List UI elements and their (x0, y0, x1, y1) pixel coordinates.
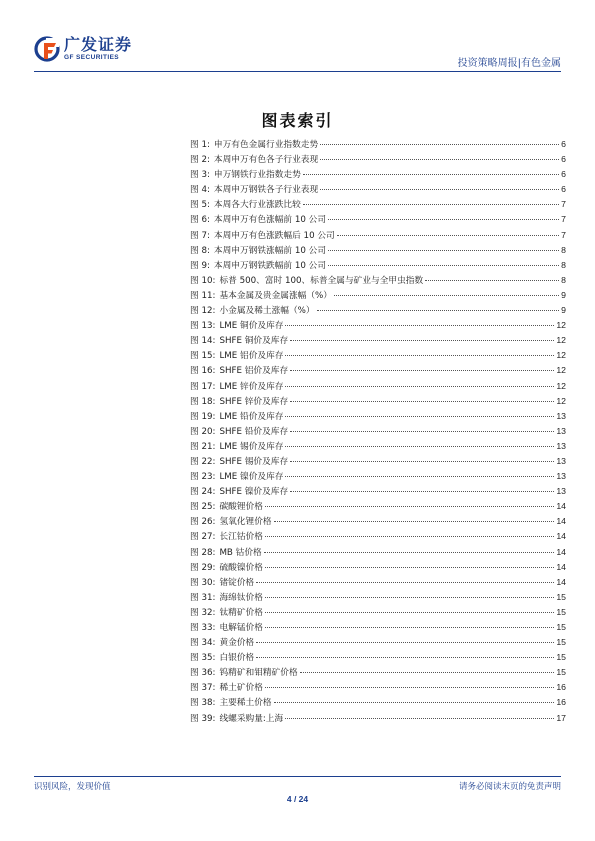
toc-figure-number: 图 31: (190, 592, 216, 603)
toc-dot-leader (265, 536, 554, 537)
toc-dot-leader (425, 280, 559, 281)
toc-page-number: 6 (561, 184, 566, 195)
toc-dot-leader (300, 672, 555, 673)
toc-entry[interactable] (190, 591, 566, 606)
toc-dot-leader (285, 416, 554, 417)
toc-page-number: 12 (556, 335, 566, 346)
toc-figure-number: 图 7: (190, 230, 210, 241)
toc-entry[interactable] (190, 349, 566, 364)
toc-entry[interactable] (190, 576, 566, 591)
toc-figure-caption: 硫酸镍价格 (219, 562, 263, 573)
toc-page-number: 15 (556, 622, 566, 632)
toc-page-number: 12 (556, 380, 566, 391)
toc-dot-leader (290, 491, 554, 492)
toc-figure-number: 图 22: (190, 456, 216, 467)
toc-figure-caption: 本周申万有色涨跌幅后 10 公司 (213, 230, 335, 241)
toc-figure-number: 图 33: (190, 623, 216, 633)
toc-figure-caption: 申万钢铁行业指数走势 (213, 170, 301, 181)
toc-entry[interactable] (190, 470, 566, 485)
toc-entry[interactable] (190, 425, 566, 440)
toc-figure-number: 图 4: (190, 185, 210, 196)
toc-dot-leader (290, 401, 554, 402)
toc-figure-caption: 本周申万钢铁涨幅前 10 公司 (213, 245, 327, 256)
toc-entry[interactable] (190, 304, 566, 319)
toc-entry[interactable] (190, 515, 566, 530)
toc-figure-caption: 线螺采购量:上海 (219, 713, 284, 724)
toc-dot-leader (320, 159, 559, 160)
toc-page-number: 15 (556, 667, 566, 678)
toc-figure-caption: 申万有色金属行业指数走势 (213, 140, 319, 150)
toc-page-number: 13 (556, 425, 566, 436)
toc-figure-number: 图 12: (190, 306, 216, 317)
toc-page-number: 15 (556, 606, 566, 617)
logo-chinese-name: 广发证券 (64, 35, 133, 54)
toc-page-number: 14 (556, 516, 566, 527)
toc-figure-caption: 锗锭价格 (219, 577, 255, 588)
toc-page-number: 8 (561, 259, 566, 270)
toc-dot-leader (265, 567, 554, 568)
toc-figure-number: 图 11: (190, 290, 216, 301)
page-number: 4 / 24 (286, 794, 309, 804)
toc-figure-caption: 本周申万有色涨幅前 10 公司 (213, 215, 327, 226)
gf-logo-icon (34, 36, 60, 62)
toc-figure-number: 图 9: (190, 260, 210, 271)
toc-page-number: 14 (556, 546, 566, 557)
toc-dot-leader (290, 431, 554, 432)
toc-figure-number: 图 28: (190, 547, 216, 558)
toc-page-number: 13 (556, 410, 566, 421)
toc-dot-leader (285, 386, 554, 387)
toc-dot-leader (285, 476, 554, 477)
toc-figure-number: 图 37: (190, 683, 216, 694)
toc-dot-leader (290, 370, 554, 371)
report-type-label: 投资策略周报|有色金属 (457, 58, 561, 69)
toc-entry[interactable] (190, 681, 566, 696)
toc-figure-caption: 黄金价格 (219, 638, 255, 649)
toc-page-number: 13 (556, 455, 566, 466)
toc-figure-number: 图 36: (190, 668, 216, 679)
toc-entry[interactable] (190, 410, 566, 425)
toc-dot-leader (337, 235, 559, 236)
toc-entry[interactable] (190, 198, 566, 213)
toc-dot-leader (290, 461, 554, 462)
toc-figure-number: 图 24: (190, 487, 216, 498)
toc-dot-leader (328, 219, 559, 220)
header-divider (34, 71, 561, 72)
toc-dot-leader (290, 340, 554, 341)
toc-figure-caption: 主要稀土价格 (219, 698, 272, 709)
toc-page-number: 14 (556, 501, 566, 512)
toc-entry[interactable] (190, 229, 566, 244)
toc-entry[interactable] (190, 696, 566, 711)
toc-entry[interactable] (190, 636, 566, 651)
toc-entry[interactable] (190, 712, 566, 727)
toc-page-number: 7 (561, 229, 566, 240)
toc-figure-number: 图 15: (190, 351, 216, 362)
toc-page-number: 12 (556, 350, 566, 361)
toc-figure-number: 图 2: (190, 155, 210, 166)
toc-figure-caption: MB 钴价格 (219, 547, 262, 558)
toc-entry[interactable] (190, 621, 566, 636)
toc-dot-leader (285, 325, 554, 326)
toc-page-number: 16 (556, 697, 566, 708)
toc-entry[interactable] (190, 395, 566, 410)
toc-figure-caption: 电解锰价格 (219, 623, 263, 633)
toc-dot-leader (328, 250, 559, 251)
toc-dot-leader (274, 702, 555, 703)
toc-entry[interactable] (190, 213, 566, 228)
toc-page-number: 12 (556, 320, 566, 331)
toc-page-number: 8 (561, 244, 566, 255)
toc-dot-leader (334, 295, 559, 296)
toc-figure-caption: 本周申万有色各子行业表现 (213, 155, 319, 166)
toc-figure-caption: SHFE 铅价及库存 (219, 426, 289, 437)
toc-figure-caption: 稀土矿价格 (219, 683, 263, 694)
toc-figure-caption: 钨精矿和钼精矿价格 (219, 668, 298, 679)
toc-figure-number: 图 13: (190, 321, 216, 332)
toc-page-number: 12 (556, 395, 566, 406)
toc-figure-number: 图 17: (190, 381, 216, 392)
footer-divider (34, 776, 561, 777)
toc-dot-leader (256, 582, 554, 583)
toc-figure-caption: SHFE 铝价及库存 (219, 366, 289, 377)
logo-english-name: GF SECURITIES (64, 54, 120, 61)
toc-entry[interactable] (190, 138, 566, 153)
toc-figure-number: 图 23: (190, 472, 216, 483)
toc-figure-caption: 本周各大行业涨跌比较 (213, 200, 301, 211)
toc-figure-caption: SHFE 铜价及库存 (219, 336, 289, 347)
toc-figure-number: 图 16: (190, 366, 216, 377)
toc-page-number: 7 (561, 214, 566, 225)
toc-page-number: 17 (556, 712, 566, 723)
toc-dot-leader (264, 552, 555, 553)
toc-entry[interactable] (190, 380, 566, 395)
toc-figure-caption: 小金属及稀土涨幅（%） (219, 306, 315, 317)
toc-figure-number: 图 6: (190, 215, 210, 226)
toc-page-number: 15 (556, 652, 566, 663)
toc-figure-caption: 钛精矿价格 (219, 607, 263, 618)
toc-page-number: 9 (561, 305, 566, 316)
toc-figure-number: 图 26: (190, 517, 216, 528)
toc-figure-caption: 标普 500、富时 100、标普全属与矿业与全甲虫指数 (219, 275, 424, 286)
toc-page-number: 13 (556, 440, 566, 451)
toc-dot-leader (265, 506, 554, 507)
toc-entry[interactable] (190, 259, 566, 274)
toc-entry[interactable] (190, 440, 566, 455)
toc-dot-leader (265, 597, 554, 598)
toc-entry[interactable] (190, 168, 566, 183)
toc-page-number: 14 (556, 561, 566, 572)
toc-figure-caption: LME 锌价及库存 (219, 381, 284, 392)
toc-entry[interactable] (190, 666, 566, 681)
toc-figure-caption: LME 铅价及库存 (219, 411, 284, 422)
toc-figure-number: 图 25: (190, 502, 216, 513)
toc-entry[interactable] (190, 153, 566, 168)
toc-dot-leader (265, 687, 554, 688)
toc-page-number: 13 (556, 486, 566, 497)
toc-figure-caption: 碳酸锂价格 (219, 502, 263, 513)
toc-figure-caption: LME 铝价及库存 (219, 351, 284, 362)
toc-figure-number: 图 5: (190, 200, 210, 211)
toc-page-number: 13 (556, 471, 566, 482)
page-header (34, 30, 561, 72)
toc-figure-number: 图 1: (190, 140, 210, 150)
toc-figure-number: 图 20: (190, 426, 216, 437)
toc-page-number: 14 (556, 576, 566, 587)
toc-figure-caption: LME 铜价及库存 (219, 321, 284, 332)
toc-dot-leader (320, 144, 559, 145)
toc-figure-number: 图 34: (190, 638, 216, 649)
footer-disclaimer-note: 请务必阅读末页的免责声明 (458, 782, 561, 792)
toc-entry[interactable] (190, 319, 566, 334)
toc-entry[interactable] (190, 651, 566, 666)
toc-figure-number: 图 18: (190, 396, 216, 407)
footer-slogan: 识别风险，发现价值 (34, 782, 111, 792)
toc-figure-caption: 本周申万钢铁跌幅前 10 公司 (213, 260, 327, 271)
toc-entry[interactable] (190, 455, 566, 470)
toc-entry[interactable] (190, 606, 566, 621)
toc-page-number: 9 (561, 289, 566, 300)
toc-figure-number: 图 10: (190, 275, 216, 286)
toc-figure-number: 图 27: (190, 532, 216, 543)
toc-dot-leader (317, 310, 560, 311)
toc-page-number: 15 (556, 637, 566, 648)
toc-page-number: 7 (561, 199, 566, 210)
toc-entry[interactable] (190, 334, 566, 349)
toc-figure-number: 图 32: (190, 607, 216, 618)
toc-page-number: 16 (556, 682, 566, 693)
toc-page-number: 6 (561, 169, 566, 180)
toc-dot-leader (285, 355, 554, 356)
toc-figure-number: 图 21: (190, 441, 216, 452)
toc-figure-caption: SHFE 锡价及库存 (219, 456, 289, 467)
toc-dot-leader (256, 642, 554, 643)
page-title: 图表索引 (261, 111, 334, 130)
toc-dot-leader (265, 627, 554, 628)
toc-figure-caption: 氢氧化锂价格 (219, 517, 272, 528)
toc-entry[interactable] (190, 485, 566, 500)
toc-figure-number: 图 3: (190, 170, 210, 181)
toc-entry[interactable] (190, 561, 566, 576)
toc-entry[interactable] (190, 500, 566, 515)
toc-figure-number: 图 35: (190, 653, 216, 664)
toc-figure-caption: LME 镍价及库存 (219, 472, 284, 483)
toc-entry[interactable] (190, 364, 566, 379)
company-logo (34, 36, 132, 62)
toc-page-number: 12 (556, 365, 566, 376)
toc-page-number: 8 (561, 274, 566, 285)
toc-figure-number: 图 29: (190, 562, 216, 573)
toc-figure-caption: 海绵钛价格 (219, 592, 263, 603)
toc-page-number: 6 (561, 139, 566, 149)
toc-entry[interactable] (190, 530, 566, 545)
toc-page-number: 15 (556, 591, 566, 602)
toc-figure-number: 图 14: (190, 336, 216, 347)
toc-entry[interactable] (190, 546, 566, 561)
toc-dot-leader (285, 718, 554, 719)
toc-entry[interactable] (190, 244, 566, 259)
toc-dot-leader (328, 265, 559, 266)
toc-entry[interactable] (190, 274, 566, 289)
toc-dot-leader (285, 446, 554, 447)
toc-entry[interactable] (190, 289, 566, 304)
toc-dot-leader (274, 521, 555, 522)
toc-page-number: 6 (561, 154, 566, 165)
toc-figure-caption: 白银价格 (219, 653, 255, 664)
toc-dot-leader (320, 189, 559, 190)
toc-dot-leader (303, 174, 559, 175)
toc-figure-number: 图 30: (190, 577, 216, 588)
toc-figure-caption: 长江钴价格 (219, 532, 263, 543)
toc-figure-number: 图 39: (190, 713, 216, 724)
toc-figure-caption: SHFE 镍价及库存 (219, 487, 289, 498)
toc-figure-number: 图 8: (190, 245, 210, 256)
toc-dot-leader (256, 657, 554, 658)
toc-dot-leader (265, 612, 554, 613)
toc-page-number: 14 (556, 531, 566, 542)
toc-figure-number: 图 38: (190, 698, 216, 709)
toc-dot-leader (303, 204, 559, 205)
toc-figure-caption: SHFE 锌价及库存 (219, 396, 289, 407)
toc-figure-caption: LME 锡价及库存 (219, 441, 284, 452)
toc-figure-caption: 基本金属及贵金属涨幅（%） (219, 290, 332, 301)
toc-entry[interactable] (190, 183, 566, 198)
toc-figure-number: 图 19: (190, 411, 216, 422)
toc-figure-caption: 本周申万钢铁各子行业表现 (213, 185, 319, 196)
figure-index-list (190, 138, 566, 727)
